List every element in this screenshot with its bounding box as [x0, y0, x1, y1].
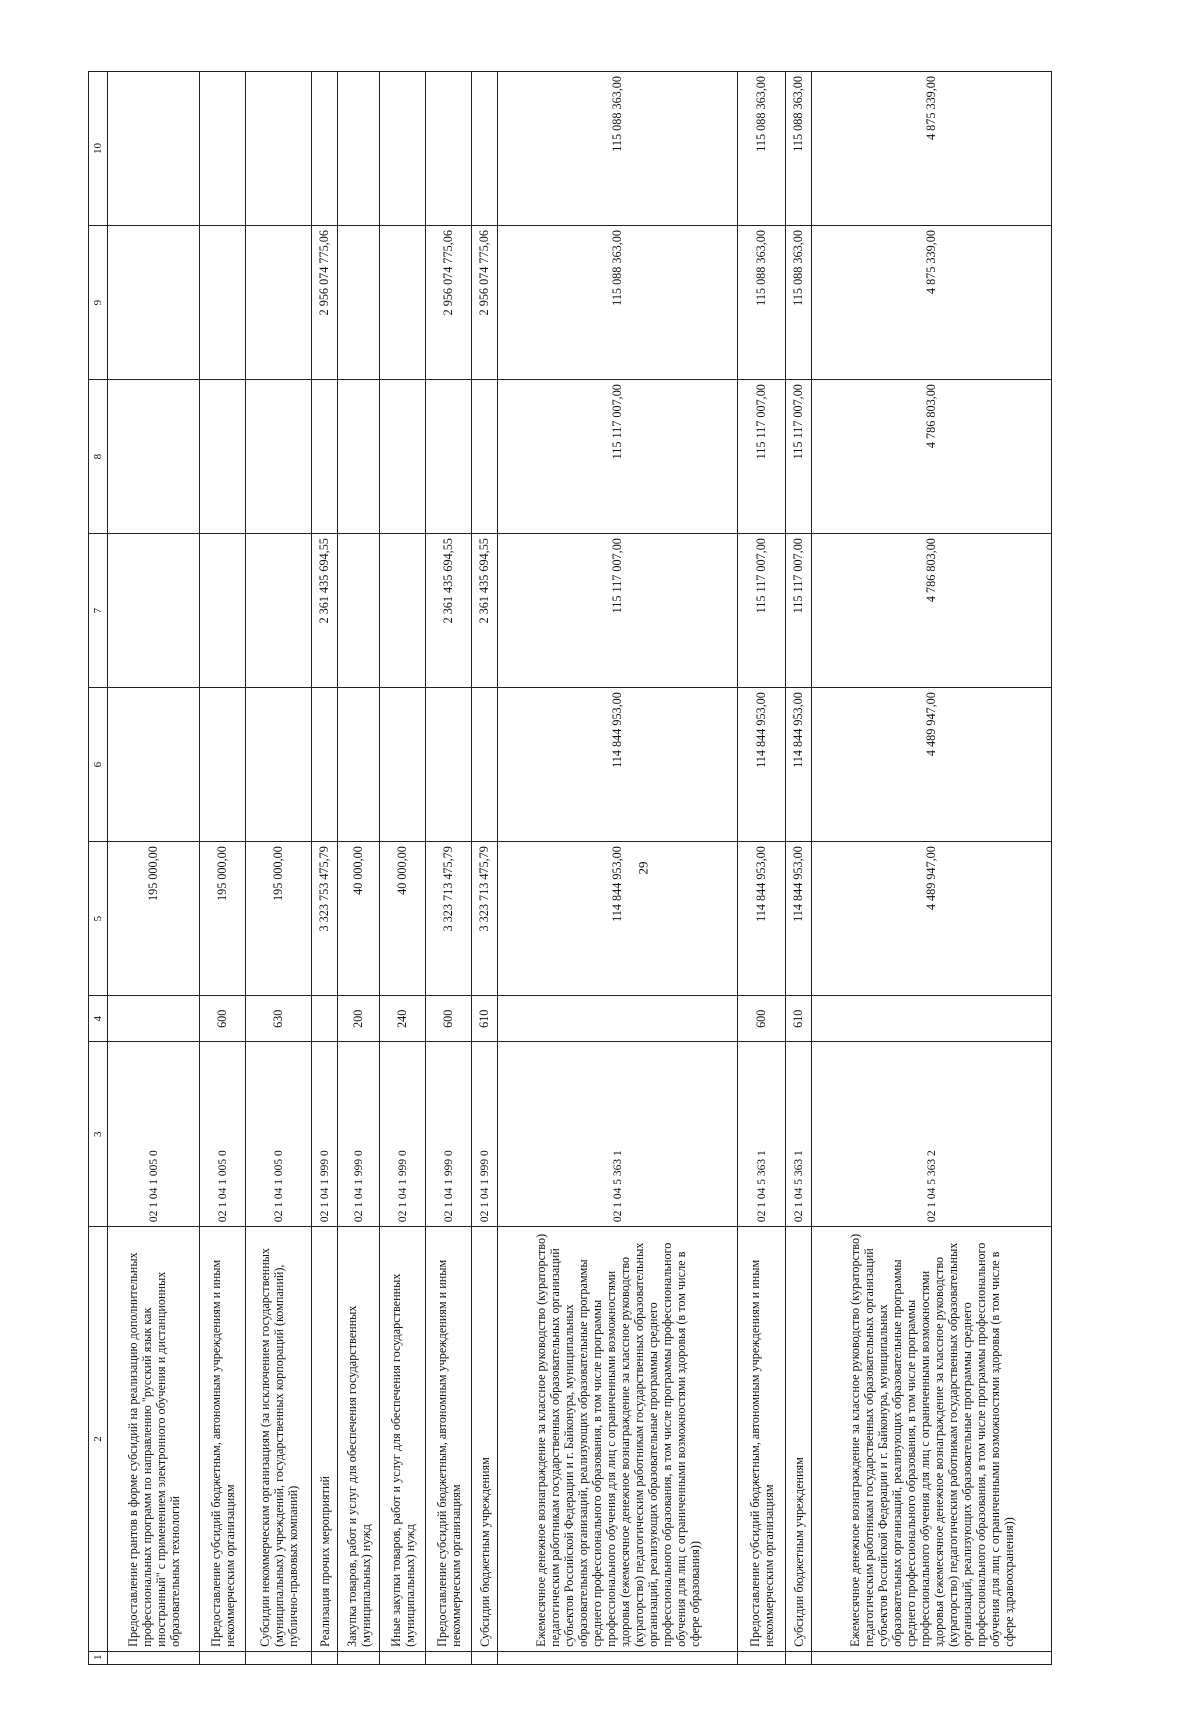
row-index-cell [786, 1651, 812, 1664]
table-row [380, 72, 426, 1665]
row-vr: 600 [738, 996, 786, 1042]
row-code: 02 1 04 1 999 0 [338, 1042, 380, 1227]
row-name: Предоставление субсидий бюджетным, автономным учреждениям и иным некоммерческим организациям [200, 1227, 246, 1652]
table-row [426, 72, 472, 1665]
row-value-7: 2 361 435 694,55 [426, 534, 472, 688]
row-name: Предоставление субсидий бюджетным, автономным учреждениям и иным некоммерческим организациям [426, 1227, 472, 1652]
header-cell: 7 [89, 534, 108, 688]
row-value-9: 115 088 363,00 [498, 226, 738, 380]
row-vr: 240 [380, 996, 426, 1042]
row-value-10 [426, 72, 472, 226]
row-index-cell [380, 1651, 426, 1664]
row-vr: 610 [786, 996, 812, 1042]
row-index-cell [338, 1651, 380, 1664]
header-cell: 8 [89, 380, 108, 534]
row-value-8 [472, 380, 498, 534]
row-value-5: 4 489 947,00 [812, 842, 1052, 996]
table-row [312, 72, 338, 1665]
row-code: 02 1 04 5 363 1 [498, 1042, 738, 1227]
row-name: Иные закупки товаров, работ и услуг для обеспечения государственных (муниципальных) нужд [380, 1227, 426, 1652]
row-value-5: 195 000,00 [108, 842, 200, 996]
header-cell: 3 [89, 1042, 108, 1227]
row-value-5: 114 844 953,00 [738, 842, 786, 996]
row-code: 02 1 04 5 363 1 [786, 1042, 812, 1227]
row-value-7 [200, 534, 246, 688]
table-row [812, 72, 1052, 1665]
row-name: Субсидии некоммерческим организациям (за исключением государственных (муниципальных) учреждений, государственных корпораций (компаний), публично-правовых компаний) [246, 1227, 312, 1652]
row-value-7 [108, 534, 200, 688]
header-cell: 6 [89, 688, 108, 842]
table-row [498, 72, 738, 1665]
row-vr: 630 [246, 996, 312, 1042]
row-value-7: 115 117 007,00 [786, 534, 812, 688]
row-value-9 [338, 226, 380, 380]
row-value-6: 114 844 953,00 [786, 688, 812, 842]
row-value-7: 115 117 007,00 [738, 534, 786, 688]
row-value-5: 3 323 713 475,79 [426, 842, 472, 996]
row-index-cell [108, 1651, 200, 1664]
row-value-8: 115 117 007,00 [786, 380, 812, 534]
row-code: 02 1 04 5 363 2 [812, 1042, 1052, 1227]
row-value-9 [108, 226, 200, 380]
row-value-5: 40 000,00 [338, 842, 380, 996]
header-row [89, 72, 108, 1665]
row-value-10: 115 088 363,00 [738, 72, 786, 226]
budget-table [88, 71, 1052, 1665]
row-index-cell [738, 1651, 786, 1664]
row-vr [108, 996, 200, 1042]
row-index-cell [812, 1651, 1052, 1664]
row-value-9: 2 956 074 775,06 [426, 226, 472, 380]
row-value-7: 2 361 435 694,55 [472, 534, 498, 688]
budget-table-frame [88, 71, 1168, 1665]
row-value-8 [426, 380, 472, 534]
row-value-10 [472, 72, 498, 226]
row-value-8 [108, 380, 200, 534]
row-value-8: 115 117 007,00 [738, 380, 786, 534]
row-value-6 [472, 688, 498, 842]
row-value-8 [246, 380, 312, 534]
row-vr: 600 [426, 996, 472, 1042]
row-value-9: 2 956 074 775,06 [312, 226, 338, 380]
header-cell: 5 [89, 842, 108, 996]
page-number: 29 [635, 861, 651, 875]
row-value-10 [338, 72, 380, 226]
row-vr: 600 [200, 996, 246, 1042]
header-cell: 1 [89, 1651, 108, 1664]
row-index-cell [498, 1651, 738, 1664]
row-value-9: 115 088 363,00 [738, 226, 786, 380]
table-row [200, 72, 246, 1665]
row-value-6 [380, 688, 426, 842]
row-index-cell [246, 1651, 312, 1664]
row-value-9 [380, 226, 426, 380]
row-value-10: 4 875 339,00 [812, 72, 1052, 226]
row-value-5: 195 000,00 [246, 842, 312, 996]
header-cell: 4 [89, 996, 108, 1042]
row-value-8 [312, 380, 338, 534]
row-value-6 [200, 688, 246, 842]
row-value-5: 195 000,00 [200, 842, 246, 996]
row-value-5: 40 000,00 [380, 842, 426, 996]
row-value-6 [108, 688, 200, 842]
row-value-9: 115 088 363,00 [786, 226, 812, 380]
header-cell: 10 [89, 72, 108, 226]
header-cell: 2 [89, 1227, 108, 1652]
row-value-8 [200, 380, 246, 534]
row-name: Ежемесячное денежное вознаграждение за классное руководство (кураторство) педагогическим работникам государственных образовательных организаций субъектов Российской Федерации и г. Байконура, муниципальных образовательных организаций, реализующих образовательные программы среднего профессионального образования, в том числе программы профессионального обучения для лиц с ограниченными возможностями здоровья (ежемесячное денежное вознаграждение за классное руководство (кураторство) педагогическим работникам государственных образовательных организаций, реализующих образовательные программы среднего профессионального образования, в том числе программы профессионального обучения для лиц с ограниченными возможностями здоровья (в том числе в сфере образования)) [498, 1227, 738, 1652]
row-code: 02 1 04 1 005 0 [246, 1042, 312, 1227]
row-value-10 [200, 72, 246, 226]
row-value-10 [246, 72, 312, 226]
row-vr [312, 996, 338, 1042]
row-value-10: 115 088 363,00 [498, 72, 738, 226]
row-value-8 [380, 380, 426, 534]
row-value-9: 2 956 074 775,06 [472, 226, 498, 380]
row-code: 02 1 04 1 999 0 [312, 1042, 338, 1227]
row-value-5: 114 844 953,00 [498, 842, 738, 996]
row-value-9: 4 875 339,00 [812, 226, 1052, 380]
row-value-7 [380, 534, 426, 688]
row-value-6 [312, 688, 338, 842]
row-name: Предоставление субсидий бюджетным, автономным учреждениям и иным некоммерческим организациям [738, 1227, 786, 1652]
row-value-10 [380, 72, 426, 226]
table-row [338, 72, 380, 1665]
row-value-7: 2 361 435 694,55 [312, 534, 338, 688]
row-value-6: 4 489 947,00 [812, 688, 1052, 842]
row-index-cell [472, 1651, 498, 1664]
row-value-8 [338, 380, 380, 534]
row-value-7: 115 117 007,00 [498, 534, 738, 688]
row-value-6 [338, 688, 380, 842]
row-index-cell [426, 1651, 472, 1664]
row-vr: 200 [338, 996, 380, 1042]
row-vr [812, 996, 1052, 1042]
row-index-cell [312, 1651, 338, 1664]
table-row [738, 72, 786, 1665]
row-value-5: 3 323 753 475,79 [312, 842, 338, 996]
row-code: 02 1 04 5 363 1 [738, 1042, 786, 1227]
row-value-10 [312, 72, 338, 226]
row-value-7 [338, 534, 380, 688]
row-name: Субсидии бюджетным учреждениям [472, 1227, 498, 1652]
row-value-9 [200, 226, 246, 380]
row-code: 02 1 04 1 005 0 [108, 1042, 200, 1227]
row-name: Закупка товаров, работ и услуг для обеспечения государственных (муниципальных) нужд [338, 1227, 380, 1652]
header-cell: 9 [89, 226, 108, 380]
row-code: 02 1 04 1 999 0 [472, 1042, 498, 1227]
row-vr: 610 [472, 996, 498, 1042]
row-value-6: 114 844 953,00 [498, 688, 738, 842]
row-value-5: 114 844 953,00 [786, 842, 812, 996]
row-name: Предоставление грантов в форме субсидий на реализацию дополнительных профессиональных программ по направлению "русский язык как иностранный" с применением электронного обучения и дистанционных образовательных технологий [108, 1227, 200, 1652]
row-value-10: 115 088 363,00 [786, 72, 812, 226]
row-index-cell [200, 1651, 246, 1664]
row-value-7 [246, 534, 312, 688]
row-code: 02 1 04 1 999 0 [426, 1042, 472, 1227]
table-row [472, 72, 498, 1665]
row-name: Ежемесячное денежное вознаграждение за классное руководство (кураторство) педагогическим работникам государственных образовательных организаций субъектов Российской Федерации и г. Байконура, муниципальных образовательных организаций, реализующих образовательные программы среднего профессионального образования, в том числе программы профессионального обучения для лиц с ограниченными возможностями здоровья (ежемесячное денежное вознаграждение за классное руководство (кураторство) педагогическим работникам государственных образовательных организаций, реализующих образовательные программы среднего профессионального образования, в том числе программы профессионального обучения для лиц с ограниченными возможностями здоровья (в том числе в сфере здравоохранения)) [812, 1227, 1052, 1652]
row-value-8: 115 117 007,00 [498, 380, 738, 534]
row-code: 02 1 04 1 999 0 [380, 1042, 426, 1227]
table-row [246, 72, 312, 1665]
table-row [786, 72, 812, 1665]
row-value-5: 3 323 713 475,79 [472, 842, 498, 996]
table-row [108, 72, 200, 1665]
row-value-8: 4 786 803,00 [812, 380, 1052, 534]
row-name: Реализация прочих мероприятий [312, 1227, 338, 1652]
row-value-9 [246, 226, 312, 380]
row-vr [498, 996, 738, 1042]
row-name: Субсидии бюджетным учреждениям [786, 1227, 812, 1652]
row-value-6 [426, 688, 472, 842]
row-value-10 [108, 72, 200, 226]
row-value-6: 114 844 953,00 [738, 688, 786, 842]
row-value-6 [246, 688, 312, 842]
row-value-7: 4 786 803,00 [812, 534, 1052, 688]
row-code: 02 1 04 1 005 0 [200, 1042, 246, 1227]
